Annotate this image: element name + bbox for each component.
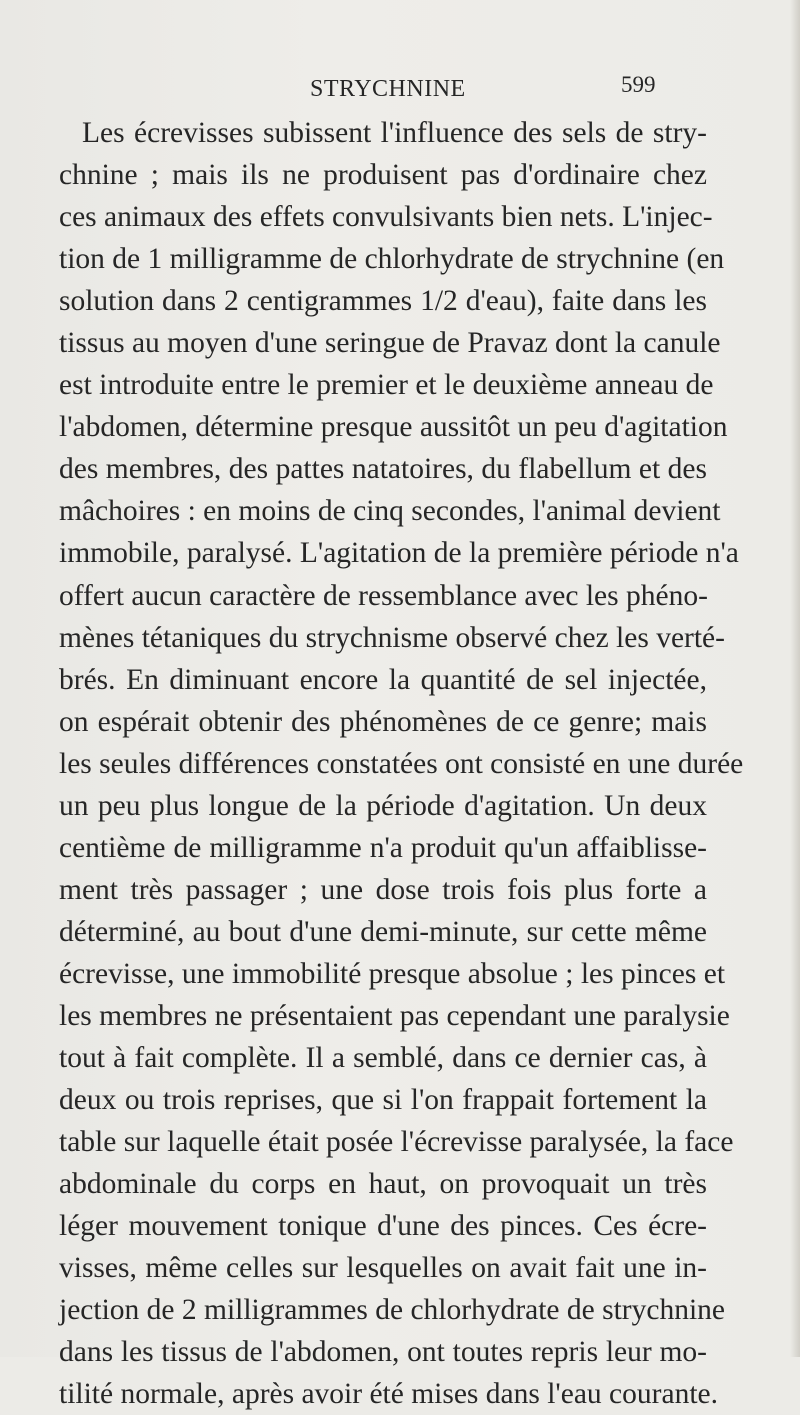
text-line: léger mouvement tonique d'une des pinces. Ces écre- — [59, 1210, 707, 1243]
page-edge-shadow — [790, 0, 800, 1357]
text-line: tilité normale, après avoir été mises dans l'eau courante. — [59, 1378, 718, 1411]
body-paragraph — [59, 112, 744, 1415]
text-line: tion de 1 milligramme de chlorhydrate de strychnine (en — [59, 243, 725, 276]
running-head-title: STRYCHNINE — [310, 76, 466, 102]
text-line: visses, même celles sur lesquelles on avait fait une in- — [59, 1252, 707, 1285]
text-line: l'abdomen, détermine presque aussitôt un peu d'agitation — [59, 411, 728, 444]
text-line: des membres, des pattes natatoires, du flabellum et des — [59, 453, 707, 486]
text-line: mènes tétaniques du strychnisme observé chez les verté- — [59, 621, 725, 654]
running-head — [0, 72, 800, 108]
text-line: abdominale du corps en haut, on provoquait un très — [59, 1168, 707, 1201]
text-line: écrevisse, une immobilité presque absolue ; les pinces et — [59, 957, 726, 990]
text-line: tissus au moyen d'une seringue de Pravaz dont la canule — [59, 327, 721, 360]
text-line: centième de milligramme n'a produit qu'un affaiblisse- — [59, 831, 707, 864]
text-line: ment très passager ; une dose trois fois plus forte a — [59, 873, 707, 906]
text-line: tout à fait complète. Il a semblé, dans ce dernier cas, à — [59, 1042, 707, 1075]
text-line: Les écrevisses subissent l'influence des sels de stry- — [82, 117, 707, 149]
text-line: déterminé, au bout d'une demi-minute, sur cette même — [59, 915, 707, 948]
text-line: jection de 2 milligrammes de chlorhydrate de strychnine — [59, 1294, 725, 1327]
text-line: les seules différences constatées ont consisté en une durée — [59, 747, 744, 780]
text-line: deux ou trois reprises, que si l'on frappait fortement la — [59, 1084, 707, 1117]
text-line: chnine ; mais ils ne produisent pas d'ordinaire chez — [59, 159, 707, 192]
text-line: offert aucun caractère de ressemblance avec les phéno- — [59, 579, 708, 612]
text-line: ces animaux des effets convulsivants bien nets. L'injec- — [59, 201, 713, 234]
text-line: les membres ne présentaient pas cependant une paralysie — [59, 999, 730, 1032]
text-line: un peu plus longue de la période d'agitation. Un deux — [59, 789, 707, 822]
text-line: dans les tissus de l'abdomen, ont toutes repris leur mo- — [59, 1336, 707, 1369]
text-line: immobile, paralysé. L'agitation de la première période n'a — [59, 537, 739, 570]
text-line: mâchoires : en moins de cinq secondes, l'animal devient — [59, 495, 721, 528]
text-line: est introduite entre le premier et le deuxième anneau de — [59, 369, 714, 402]
text-line: table sur laquelle était posée l'écrevisse paralysée, la face — [59, 1126, 734, 1159]
page-number: 599 — [621, 72, 656, 97]
text-line: on espérait obtenir des phénomènes de ce genre; mais — [59, 705, 707, 738]
text-line: solution dans 2 centigrammes 1/2 d'eau), faite dans les — [59, 285, 707, 318]
text-line: brés. En diminuant encore la quantité de sel injectée, — [59, 663, 707, 696]
